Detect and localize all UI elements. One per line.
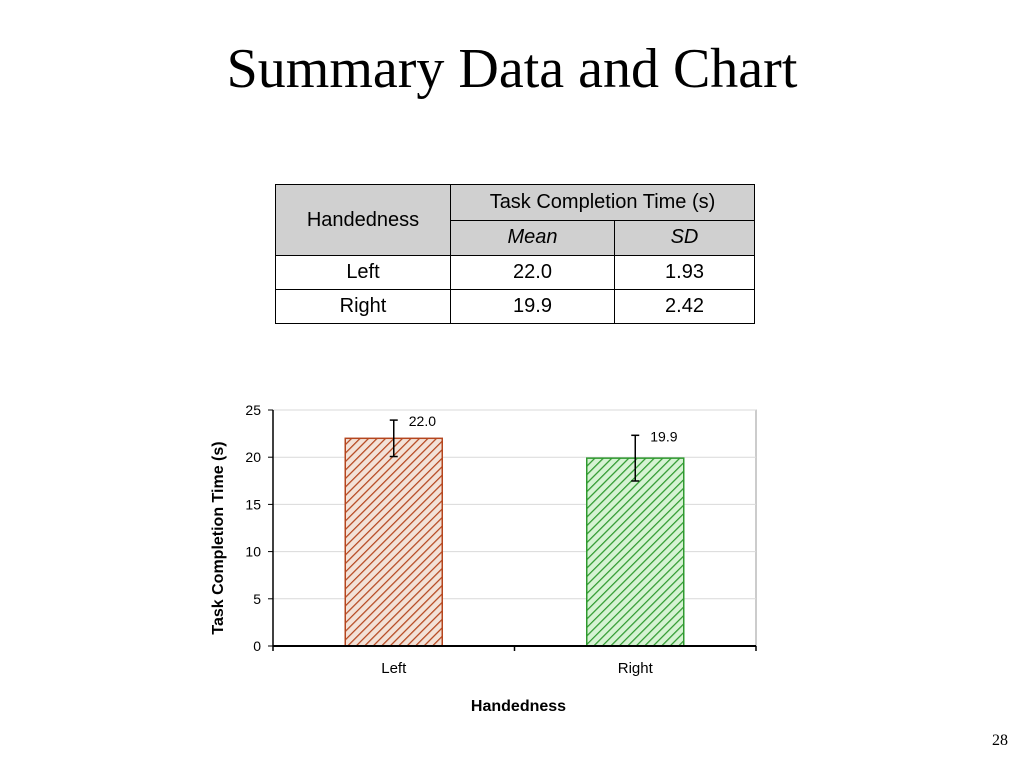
y-tick-label: 5 (253, 590, 261, 607)
slide-title: Summary Data and Chart (226, 38, 798, 100)
data-label: 22.0 (408, 413, 436, 430)
plot-area (273, 410, 756, 646)
y-tick-label: 25 (245, 402, 261, 418)
x-tick-label: Left (381, 660, 407, 677)
table-row (276, 256, 755, 290)
y-tick-label: 20 (245, 449, 261, 466)
bar (345, 438, 442, 646)
x-tick-label: Right (617, 660, 653, 677)
bar (587, 458, 684, 646)
row-mean: 19.9 (451, 290, 615, 324)
row-mean: 22.0 (451, 256, 615, 290)
row-sd: 2.42 (615, 290, 755, 324)
header-task-completion-time: Task Completion Time (s) (451, 185, 755, 221)
y-tick-label: 0 (253, 638, 261, 654)
table-header-row (276, 185, 755, 221)
y-axis-title: Task Completion Time (s) (210, 441, 227, 635)
table-row (276, 290, 755, 324)
x-axis-title: Handedness (470, 698, 567, 715)
y-tick-label: 10 (245, 543, 261, 560)
row-group: Right (276, 290, 451, 324)
header-sd: SD (615, 220, 755, 256)
summary-table (275, 184, 755, 324)
row-group: Left (276, 256, 451, 290)
y-tick-label: 15 (245, 496, 261, 513)
data-label: 19.9 (650, 428, 678, 445)
header-mean: Mean (451, 220, 615, 256)
row-sd: 1.93 (615, 256, 755, 290)
page-number: 28 (992, 732, 1008, 749)
header-handedness: Handedness (276, 185, 451, 256)
